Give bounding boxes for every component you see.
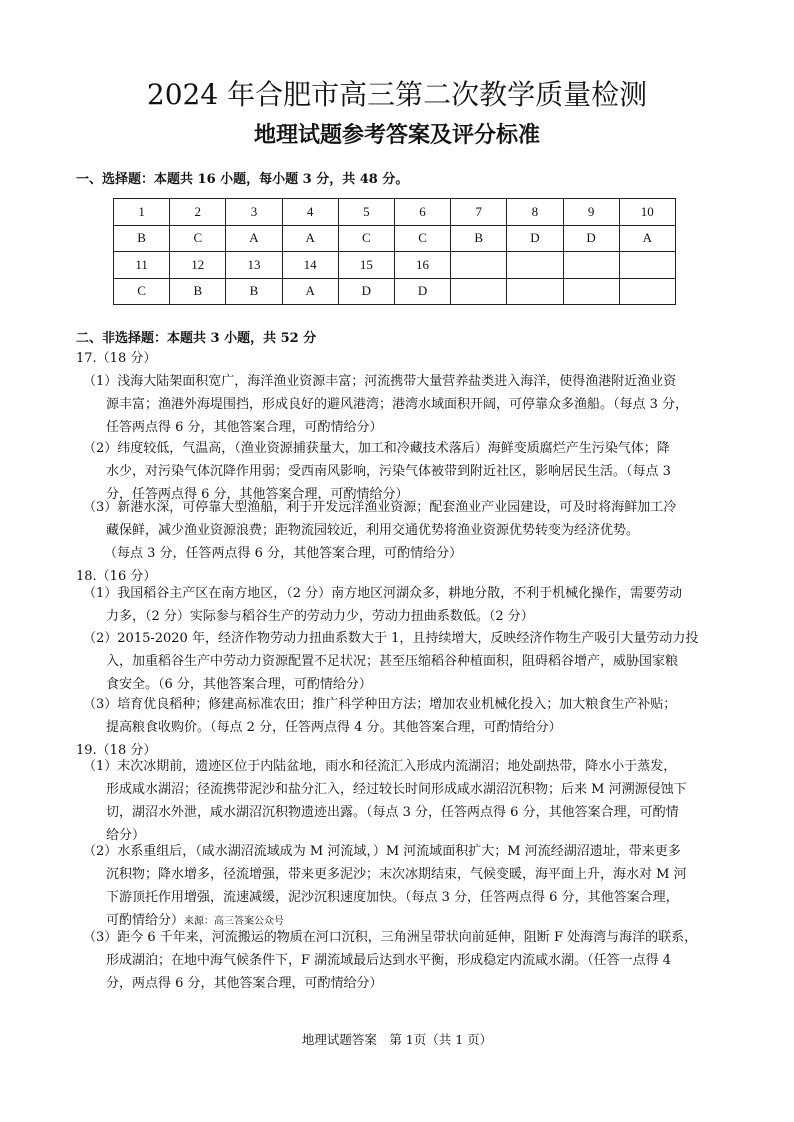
table-cell: C (338, 225, 394, 252)
page-subtitle: 地理试题参考答案及评分标准 (253, 122, 540, 148)
text-line: （2）纬度较低，气温高，（渔业资源捕获量大，加工和冷藏技术落后）海鲜变质腐烂产生污染气体；降 (83, 441, 670, 456)
table-row (114, 225, 676, 252)
text-line: （2）2015-2020 年，经济作物劳动力扭曲系数大于 1，且持续增大，反映经济作物生产吸引大量劳动力投 (83, 631, 699, 646)
text-line: （1）我国稻谷主产区在南方地区，（2 分）南方地区河湖众多，耕地分散，不利于机械化操作，需要劳动 (83, 586, 683, 601)
q17-heading: 17.（18 分） (76, 351, 157, 366)
table-cell (451, 278, 507, 305)
table-row (114, 252, 676, 279)
q19-part3 (83, 926, 723, 995)
table-cell (619, 252, 675, 279)
table-cell: D (338, 278, 394, 305)
answer-table (113, 198, 676, 305)
table-cell: B (170, 278, 226, 305)
text-line: 水少，对污染气体沉降作用弱；受西南风影响，污染气体被带到附近社区，影响居民生活。（每点 3 (106, 464, 671, 479)
table-cell: B (451, 225, 507, 252)
page-footer: 地理试题答案 第 1页（共 1 页） (301, 1032, 493, 1047)
table-cell: 10 (619, 199, 675, 226)
table-cell (563, 252, 619, 279)
page-title: 2024 年合肥市高三第二次教学质量检测 (146, 78, 648, 111)
text-line: 形成咸水湖沼；径流携带泥沙和盐分汇入，经过较长时间形成咸水湖沼沉积物；后来 M 河溯源侵蚀下 (106, 782, 687, 797)
table-cell (507, 278, 563, 305)
q19-part2 (83, 840, 723, 932)
table-cell: 2 (170, 199, 226, 226)
text-line: 力多，（2 分）实际参与稻谷生产的劳动力少，劳动力扭曲系数低。（2 分） (106, 609, 534, 624)
table-cell: 13 (226, 252, 282, 279)
table-cell: 16 (394, 252, 450, 279)
table-cell: 6 (394, 199, 450, 226)
text-line: 沉积物；降水增多，径流增强，带来更多泥沙；末次冰期结束，气候变暖，海平面上升，海水对 M 河 (106, 867, 687, 882)
text-line: 下游顶托作用增强，流速减缓，泥沙沉积速度加快。（每点 3 分，任答两点得 6 分，其他答案合理， (106, 890, 679, 905)
q19-heading: 19.（18 分） (76, 743, 157, 758)
table-cell: C (170, 225, 226, 252)
table-cell: D (563, 225, 619, 252)
text-line: 分，两点得 6 分，其他答案合理，可酌情给分） (106, 976, 383, 991)
table-cell: 4 (282, 199, 338, 226)
q18-part3 (83, 693, 723, 739)
table-cell (563, 278, 619, 305)
table-cell: 5 (338, 199, 394, 226)
table-cell: 1 (114, 199, 170, 226)
table-cell: A (282, 225, 338, 252)
text-line: （1）浅海大陆架面积宽广，海洋渔业资源丰富；河流携带大量营养盐类进入海洋，使得渔港附近渔业资 (83, 374, 677, 389)
text-line: （1）末次冰期前，遗迹区位于内陆盆地，雨水和径流汇入形成内流湖沼；地处副热带，降水小于蒸发， (83, 759, 677, 774)
text-line: （3）培育优良稻种；修建高标准农田；推广科学种田方法；增加农业机械化投入；加大粮食生产补贴； (83, 697, 677, 712)
q17-part1 (83, 370, 723, 439)
text-line: （每点 3 分，任答两点得 6 分，其他答案合理，可酌情给分） (104, 546, 463, 561)
text-line: 形成湖泊；在地中海气候条件下，F 湖流域最后达到水平衡，形成稳定内流咸水湖。（任答一点得 4 (106, 953, 672, 968)
text-line: 提高粮食收购价。（每点 2 分，任答两点得 4 分。其他答案合理，可酌情给分） (106, 720, 562, 735)
text-line: 任答两点得 6 分，其他答案合理，可酌情给分） (106, 420, 383, 435)
section1-heading: 一、选择题：本题共 16 小题，每小题 3 分，共 48 分。 (76, 172, 409, 187)
text-line: 源丰富；渔港外海堤围挡，形成良好的避风港湾；港湾水域面积开阔，可停靠众多渔船。（每点 3 分， (106, 397, 689, 412)
table-cell (507, 252, 563, 279)
q18-part1 (83, 582, 723, 628)
table-row (114, 278, 676, 305)
table-cell: C (394, 225, 450, 252)
text-line: 入，加重稻谷生产中劳动力资源配置不足状况；甚至压缩稻谷种植面积，阻碍稻谷增产，威胁国家粮 (106, 654, 679, 669)
text-line: 分，任答两点得 6 分，其他答案合理，可酌情给分） (106, 487, 409, 502)
table-cell: 12 (170, 252, 226, 279)
table-cell: D (394, 278, 450, 305)
table-cell: C (114, 278, 170, 305)
text-line: （2）水系重组后，（咸水湖沼流域成为 M 河流域，）M 河流域面积扩大；M 河流经湖沼遗址，带来更多 (83, 844, 681, 859)
q18-part2 (83, 627, 723, 696)
table-cell: 3 (226, 199, 282, 226)
table-cell: 9 (563, 199, 619, 226)
table-cell (451, 252, 507, 279)
table-cell: B (114, 225, 170, 252)
text-line: 食安全。（6 分，其他答案合理，可酌情给分） (106, 677, 372, 692)
text-line: （3）距今 6 千年来，河流搬运的物质在河口沉积，三角洲呈带状向前延伸，阻断 F 处海湾与海洋的联系， (83, 930, 698, 945)
table-cell: A (282, 278, 338, 305)
table-cell (619, 278, 675, 305)
q17-part3 (83, 496, 723, 565)
text-span: 可酌情给分） (106, 913, 185, 928)
section2-heading: 二、非选择题：本题共 3 小题，共 52 分 (76, 331, 317, 346)
table-cell: A (619, 225, 675, 252)
text-line: （3）新港水深，可停靠大型渔船，利于开发远洋渔业资源；配套渔业产业园建设，可及时将海鲜加工冷 (83, 500, 677, 515)
table-row (114, 199, 676, 226)
q19-part1 (83, 755, 723, 847)
text-line: 藏保鲜，减少渔业资源浪费；距物流园较近，利用交通优势将渔业资源优势转变为经济优势。 (106, 523, 640, 538)
table-cell: 7 (451, 199, 507, 226)
table-cell: A (226, 225, 282, 252)
q18-heading: 18.（16 分） (76, 569, 157, 584)
source-note: 来源：高三答案公众号 (184, 916, 285, 927)
text-line: 切，湖沼水外泄，咸水湖沼沉积物遗迹出露。（每点 3 分，任答两点得 6 分，其他答案合理，可酌情 (106, 805, 679, 820)
table-cell: B (226, 278, 282, 305)
table-cell: 8 (507, 199, 563, 226)
table-cell: 14 (282, 252, 338, 279)
table-cell: 15 (338, 252, 394, 279)
table-cell: D (507, 225, 563, 252)
text-line: 给分） (106, 828, 146, 843)
table-cell: 11 (114, 252, 170, 279)
